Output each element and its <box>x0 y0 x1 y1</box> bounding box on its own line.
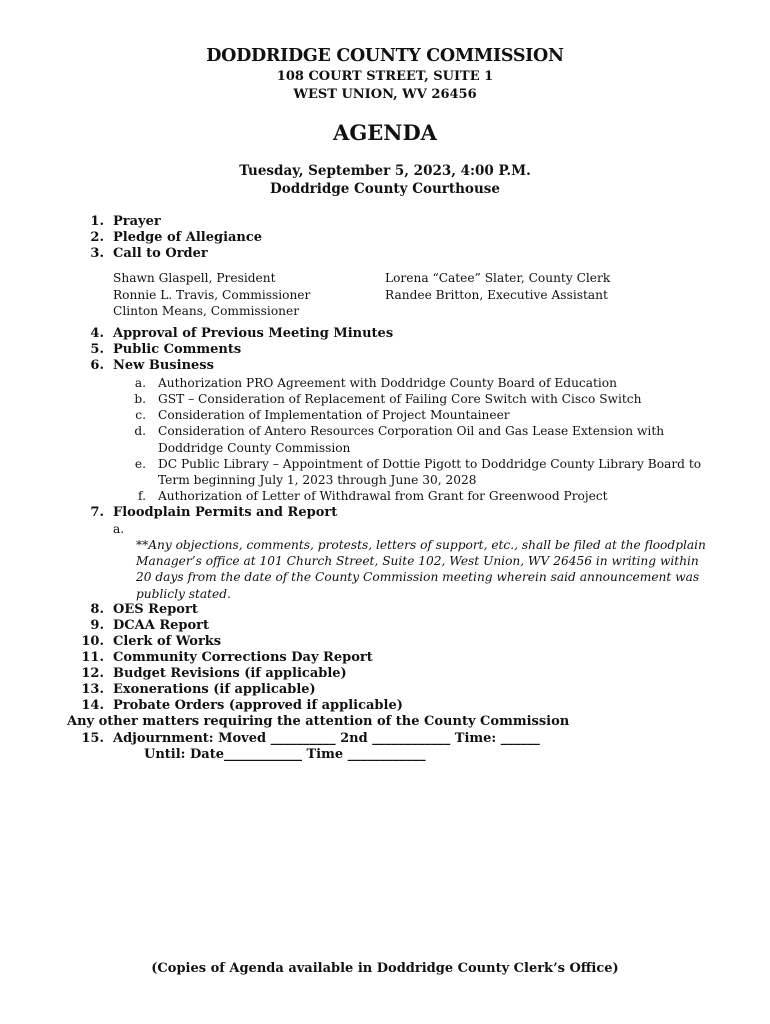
meeting-date: Tuesday, September 5, 2023, 4:00 P.M. <box>239 163 531 179</box>
page-title: AGENDA <box>333 120 437 145</box>
floodplain-item-a: a. <box>113 522 125 536</box>
floodplain-note: **Any objections, comments, protests, letters of support, etc., shall be filed at the floodplain Manager’s office at 101 Church Street, Suite 102, West Union, WV 26456 in writing within 20 days from the date of the County Commission meeting wherein said announcement was publicly stated. <box>136 538 706 601</box>
attendee: Lorena “Catee” Slater, County Clerk <box>385 271 611 285</box>
attendee: Clinton Means, Commissioner <box>113 304 300 318</box>
address-line-1: 108 COURT STREET, SUITE 1 <box>276 69 494 84</box>
adjournment-until: Until: Date____________ Time ____________ <box>144 747 426 762</box>
org-name: DODDRIDGE COUNTY COMMISSION <box>206 46 564 66</box>
attendee: Ronnie L. Travis, Commissioner <box>113 288 311 302</box>
new-business-item-d-cont: Doddridge County Commission <box>158 441 351 455</box>
attendee: Shawn Glaspell, President <box>113 271 276 285</box>
footer-note: (Copies of Agenda available in Doddridge County Clerk’s Office) <box>151 961 619 976</box>
agenda-document: DODDRIDGE COUNTY COMMISSION 108 COURT STREET, SUITE 1 WEST UNION, WV 26456 AGENDA Tuesday, September 5, 2023, 4:00 P.M. Doddridge County Courthouse 1. Prayer 2. Pledge of Allegiance 3. Call to Order Shawn Glaspell, President Ronnie L. Travis, Commissioner Clinton Means, Commissioner Lorena “Catee” Slater, County Clerk Randee Britton, Executive Assistant 4. Approval of Previous Meeting Minutes 5. Public Comments 6. New Business a. Authorization PRO Agreement with Doddridge County Board of Education b. GST – Consideration of Replacement of Failing Core Switch with Cisco Switch c. Consideration of Implementation of Project Mountaineer d. Consideration of Antero Resources Corporation Oil and Gas Lease Extension with Doddridge County Commission e. DC Public Library – Appointment of Dottie Pigott to Doddridge County Library Board to Term beginning July 1, 2023 through June 30, 2028 f. Authorization of Letter of Withdrawal from Grant for Greenwood Project 7. Floodplain Permits and Report a. **Any objections, comments, protests, letters of support, etc., shall be filed at the floodplain Manager’s office at 101 Church Street, Suite 102, West Union, WV 26456 in writing within 20 days from the date of the County Commission meeting wherein said announcement was publicly stated. 8. OES Report 9. DCAA Report 10. Clerk of Works 11. Community Corrections Day Report 12. Budget Revisions (if applicable) 13. Exonerations (if applicable) 14. Probate Orders (approved if applicable) Any other matters requiring the attention of the County Commission 15. Adjournment: Moved __________ 2nd ____________ Time: ______ Until: Date____________ Time ____________ (Copies of Agenda available in Doddridge County Clerk’s Office) <box>0 0 770 1024</box>
address-line-2: WEST UNION, WV 26456 <box>293 87 477 102</box>
other-matters: Any other matters requiring the attention of the County Commission <box>67 714 570 729</box>
meeting-location: Doddridge County Courthouse <box>270 181 500 197</box>
new-business-item-e-cont: Term beginning July 1, 2023 through June 30, 2028 <box>158 473 477 487</box>
attendee: Randee Britton, Executive Assistant <box>385 288 608 302</box>
